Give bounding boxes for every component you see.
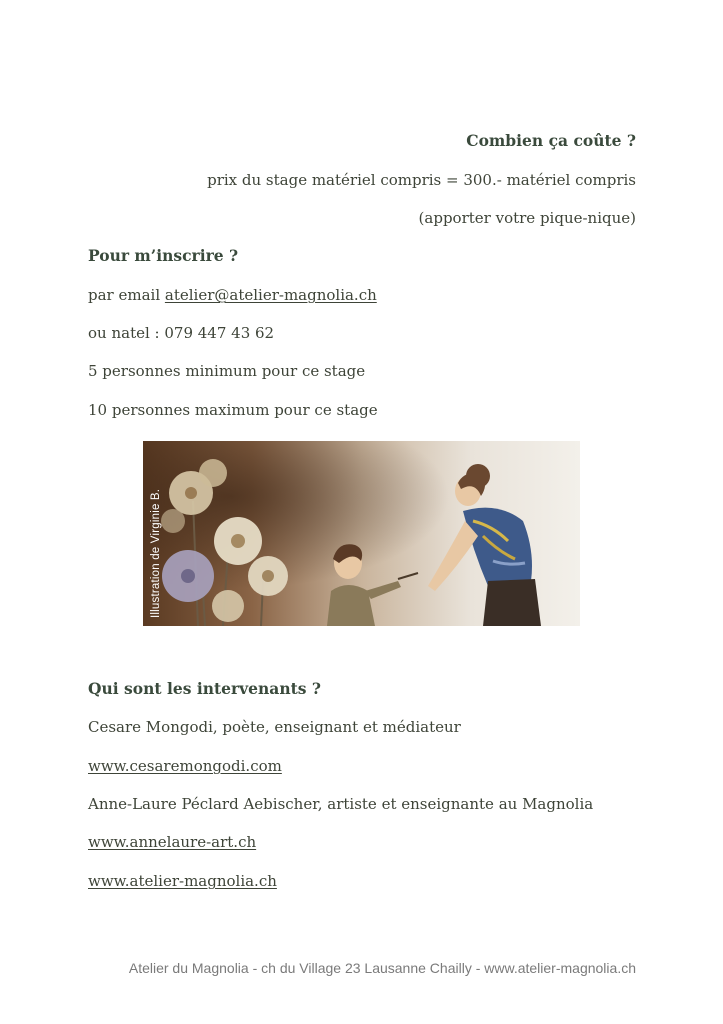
speaker-1-link-line (88, 756, 282, 776)
email-line (88, 285, 377, 305)
signup-heading: Pour m’inscrire ? (88, 246, 239, 265)
maximum-participants: 10 personnes maximum pour ce stage (88, 401, 378, 419)
atelier-website-link[interactable]: www.atelier-magnolia.ch (88, 872, 277, 890)
email-prefix: par email (88, 286, 165, 304)
atelier-link-line (88, 871, 277, 891)
minimum-participants: 5 personnes minimum pour ce stage (88, 362, 366, 380)
price-line: prix du stage matériel compris = 300.- matériel compris (207, 171, 636, 189)
page-footer: Atelier du Magnolia - ch du Village 23 Lausanne Chailly - www.atelier-magnolia.ch (128, 960, 636, 976)
picnic-note: (apporter votre pique-nique) (418, 209, 636, 227)
email-link[interactable]: atelier@atelier-magnolia.ch (164, 286, 377, 304)
speaker-1-website-link[interactable]: www.cesaremongodi.com (88, 757, 282, 775)
speakers-heading: Qui sont les intervenants ? (88, 679, 321, 698)
phone-line: ou natel : 079 447 43 62 (88, 324, 275, 342)
speaker-1: Cesare Mongodi, poète, enseignant et médiateur (88, 718, 461, 736)
speaker-2-link-line (88, 832, 256, 852)
cost-heading: Combien ça coûte ? (466, 131, 636, 150)
speaker-2: Anne-Laure Péclard Aebischer, artiste et enseignante au Magnolia (88, 795, 594, 813)
illustration-credit: Illustration de Virginie B. (150, 488, 162, 618)
speaker-2-website-link[interactable]: www.annelaure-art.ch (88, 833, 257, 851)
illustration-image (143, 441, 580, 626)
